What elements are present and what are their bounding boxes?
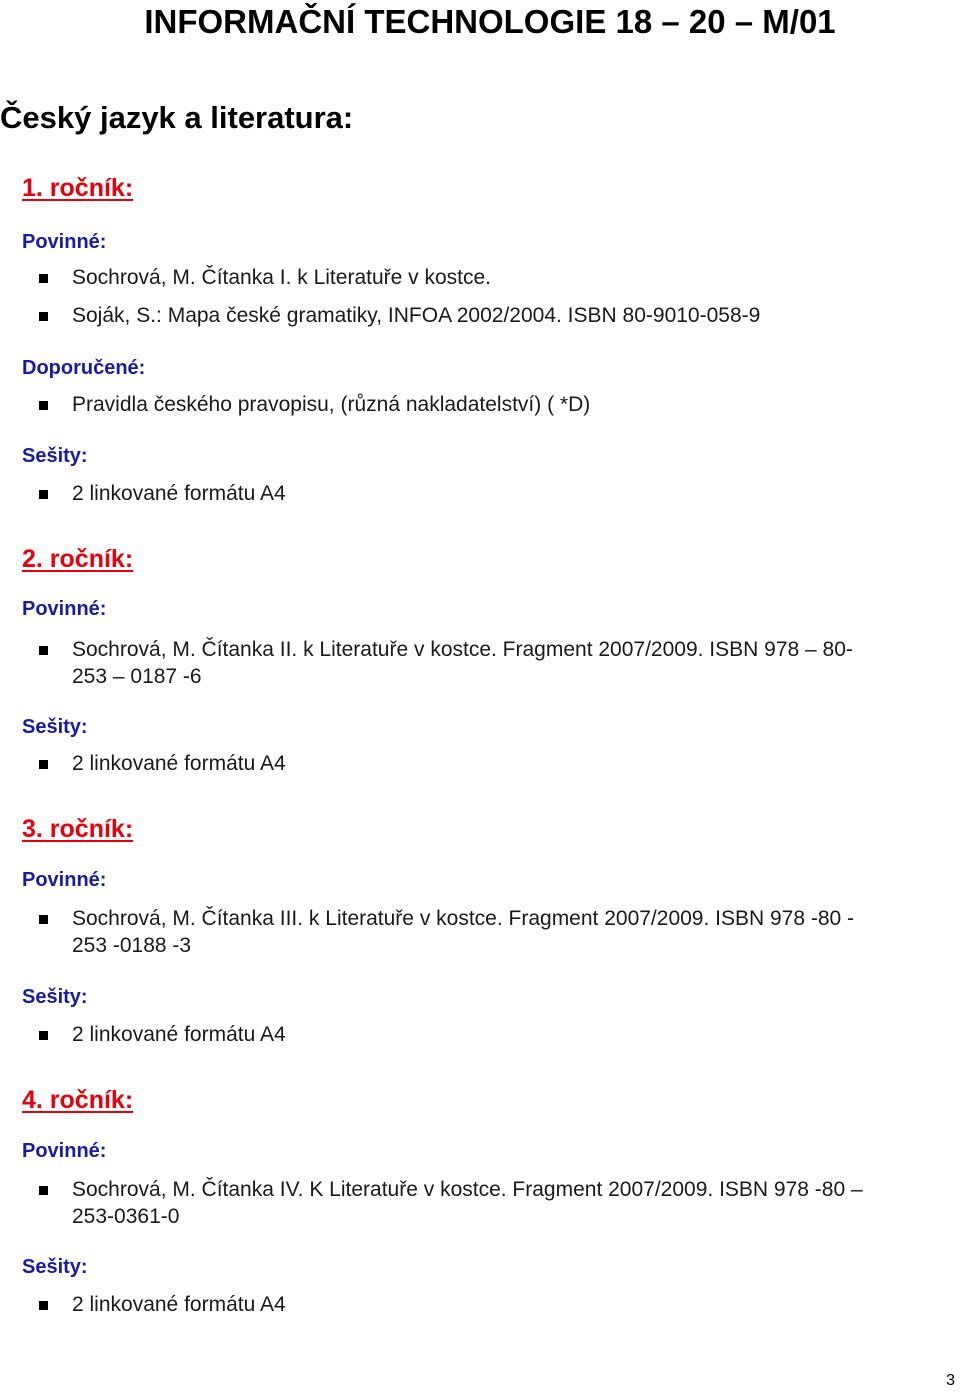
document-title: INFORMAČNÍ TECHNOLOGIE 18 – 20 – M/01: [144, 3, 836, 40]
year-4-heading: 4. ročník:: [22, 1086, 134, 1114]
list-item-text: Sochrová, M. Čítanka I. k Literatuře v kostce.: [72, 266, 492, 289]
year-3-notebooks-label: Sešity:: [22, 986, 88, 1008]
list-item-text: Pravidla českého pravopisu, (různá nakladatelství) ( *D): [72, 393, 591, 416]
year-2-notebooks-label: Sešity:: [22, 716, 88, 738]
year-1-required-label: Povinné:: [22, 231, 107, 253]
bullet-icon: [39, 1031, 48, 1040]
list-item-text-line-1: Sochrová, M. Čítanka II. k Literatuře v kostce. Fragment 2007/2009. ISBN 978 – 80-: [72, 638, 853, 661]
year-2-heading: 2. ročník:: [22, 545, 134, 573]
bullet-icon: [39, 1186, 48, 1195]
list-item-text: Soják, S.: Mapa české gramatiky, INFOA 2002/2004. ISBN 80-9010-058-9: [72, 304, 761, 327]
bullet-icon: [39, 646, 48, 655]
year-4-required-label: Povinné:: [22, 1140, 107, 1162]
bullet-icon: [39, 401, 48, 410]
bullet-icon: [39, 312, 48, 321]
bullet-icon: [39, 274, 48, 283]
year-4-notebooks-label: Sešity:: [22, 1256, 88, 1278]
list-item-text: 2 linkované formátu A4: [72, 752, 286, 775]
list-item-text-line-1: Sochrová, M. Čítanka IV. K Literatuře v kostce. Fragment 2007/2009. ISBN 978 -80 –: [72, 1178, 863, 1201]
subject-heading: Český jazyk a literatura:: [0, 100, 354, 135]
year-3-required-label: Povinné:: [22, 869, 107, 891]
year-1-recommended-label: Doporučené:: [22, 357, 146, 379]
bullet-icon: [39, 915, 48, 924]
year-1-heading: 1. ročník:: [22, 174, 134, 202]
year-3-heading: 3. ročník:: [22, 815, 134, 843]
bullet-icon: [39, 490, 48, 499]
list-item-text: 2 linkované formátu A4: [72, 482, 286, 505]
list-item-text-line-2: 253 -0188 -3: [72, 934, 192, 957]
list-item-text-line-2: 253-0361-0: [72, 1205, 180, 1228]
year-1-notebooks-label: Sešity:: [22, 445, 88, 467]
list-item-text: 2 linkované formátu A4: [72, 1293, 286, 1316]
bullet-icon: [39, 1301, 48, 1310]
page-number: 3: [946, 1372, 955, 1389]
list-item-text-line-2: 253 – 0187 -6: [72, 665, 202, 688]
bullet-icon: [39, 760, 48, 769]
list-item-text-line-1: Sochrová, M. Čítanka III. k Literatuře v kostce. Fragment 2007/2009. ISBN 978 -80 -: [72, 907, 855, 930]
year-2-required-label: Povinné:: [22, 598, 107, 620]
list-item-text: 2 linkované formátu A4: [72, 1023, 286, 1046]
